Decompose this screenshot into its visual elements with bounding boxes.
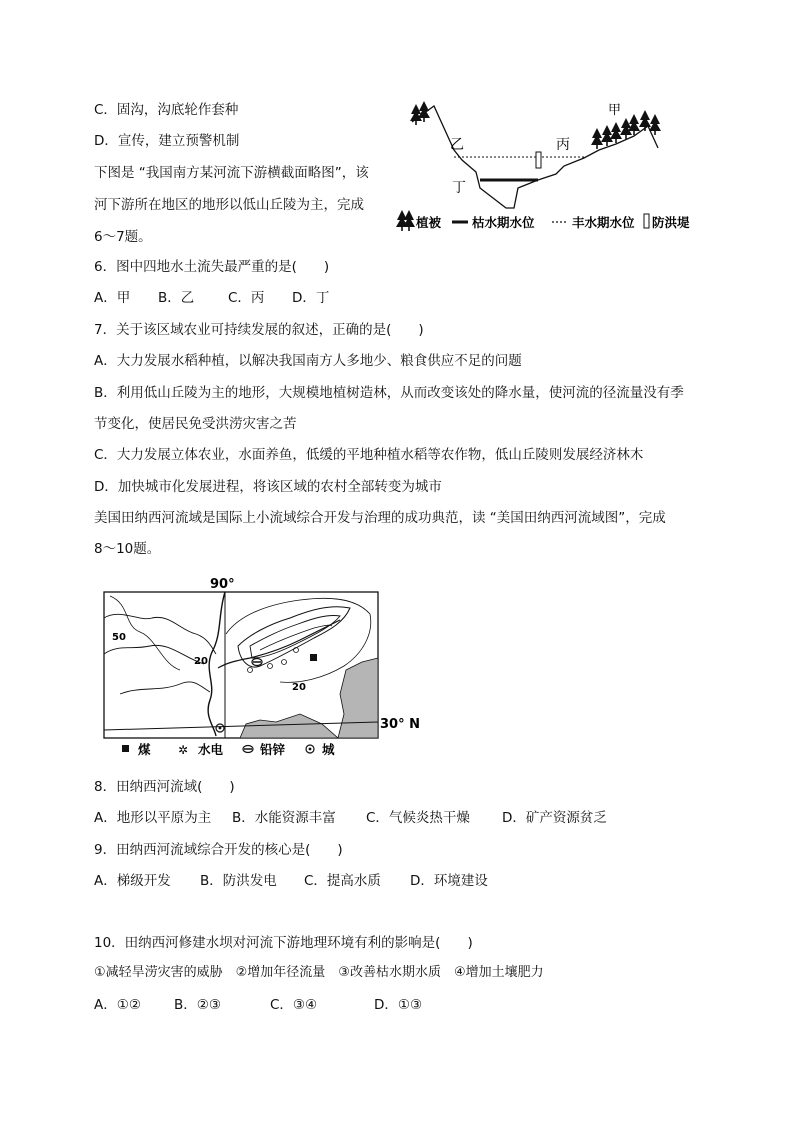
option-c-prev: C．固沟，沟底轮作套种 [94,102,239,118]
intro-8-10-line1: 美国田纳西河流域是国际上小流域综合开发与治理的成功典范，读 “美国田纳西河流域图”，完成 [94,510,666,526]
legend-dry-level: 枯水期水位 [472,215,535,230]
contour-label-20-west: 20 [194,656,208,667]
q8-options [94,808,607,828]
q7-option-d: D．加快城市化发展进程，将该区域的农村全部转变为城市 [94,479,442,495]
legend-hydro: 水电 [198,742,224,757]
q7-stem: 7．关于该区域农业可持续发展的叙述，正确的是( ) [94,322,424,338]
q10-option-b: B．②③ [174,997,221,1013]
q9-option-c: C．提高水质 [304,873,381,889]
legend-coal: 煤 [138,742,151,757]
river-cross-section-figure [396,96,702,241]
intro-6-7-line3: 6～7题。 [94,229,152,245]
coal-mine-symbol [310,654,317,661]
label-yi: 乙 [450,137,464,153]
q6-option-c: C．丙 [228,290,265,306]
q6-options [94,288,329,308]
q9-option-a: A．梯级开发 [94,873,171,889]
figure2-legend [122,742,335,757]
q9-options [94,871,488,891]
q7-option-b-line1: B．利用低山丘陵为主的地形，大规模地植树造林，从而改变该处的降水量，使河流的径流量没有季 [94,385,684,401]
city-symbol [216,724,224,732]
q6-option-b: B．乙 [158,290,195,306]
q10-stem: 10．田纳西河修建水坝对河流下游地理环境有利的影响是( ) [94,935,473,951]
figure1-legend [396,210,690,231]
q8-option-d: D．矿产资源贫乏 [502,810,607,826]
label-bing: 丙 [556,137,570,153]
legend-wet-level: 丰水期水位 [572,215,635,230]
intro-6-7-line1: 下图是 “我国南方某河流下游横截面略图”，该 [94,165,369,181]
intro-8-10-line2: 8～10题。 [94,541,161,557]
q10-options [94,995,422,1015]
option-d-prev: D．宣传，建立预警机制 [94,133,240,149]
q10-option-a: A．①② [94,997,141,1013]
legend-vegetation: 植被 [416,215,442,230]
q6-option-d: D．丁 [292,290,330,306]
q10-option-d: D．①③ [374,997,423,1013]
vegetation-right [591,110,661,149]
q9-option-d: D．环境建设 [410,873,488,889]
q10-items: ①减轻旱涝灾害的威胁 ②增加年径流量 ③改善枯水期水质 ④增加土壤肥力 [94,965,544,980]
q8-stem: 8．田纳西河流域( ) [94,779,235,795]
contour-label-50: 50 [112,632,126,643]
lead-zinc-symbol [252,659,262,666]
q7-option-c: C．大力发展立体农业，水面养鱼，低缓的平地种植水稻等农作物，低山丘陵则发展经济林木 [94,447,644,463]
longitude-label: 90° [210,577,235,592]
legend-levee: 防洪堤 [652,215,690,230]
legend-city: 城 [322,742,335,757]
q8-option-a: A．地形以平原为主 [94,810,212,826]
legend-leadzinc: 铅锌 [260,742,286,757]
label-jia: 甲 [608,103,622,118]
intro-6-7-line2: 河下游所在地区的地形以低山丘陵为主，完成 [94,197,364,213]
q8-option-b: B．水能资源丰富 [232,810,336,826]
contour-label-20-east: 20 [292,682,306,693]
tennessee-basin-map [100,574,430,762]
latitude-label: 30° N [380,717,420,732]
q9-option-b: B．防洪发电 [200,873,277,889]
q9-stem: 9．田纳西河流域综合开发的核心是( ) [94,842,343,858]
q10-option-c: C．③④ [270,997,318,1013]
levee-icon [536,152,541,168]
legend-hydro-icon: ✲ [178,743,189,757]
q7-option-b-line2: 节变化，使居民免受洪涝灾害之苦 [94,416,297,432]
q7-option-a: A．大力发展水稻种植，以解决我国南方人多地少、粮食供应不足的问题 [94,353,522,369]
q6-option-a: A．甲 [94,290,131,306]
q8-option-c: C．气候炎热干燥 [366,810,470,826]
q6-stem: 6．图中四地水土流失最严重的是( ) [94,259,330,275]
label-ding: 丁 [452,180,466,196]
